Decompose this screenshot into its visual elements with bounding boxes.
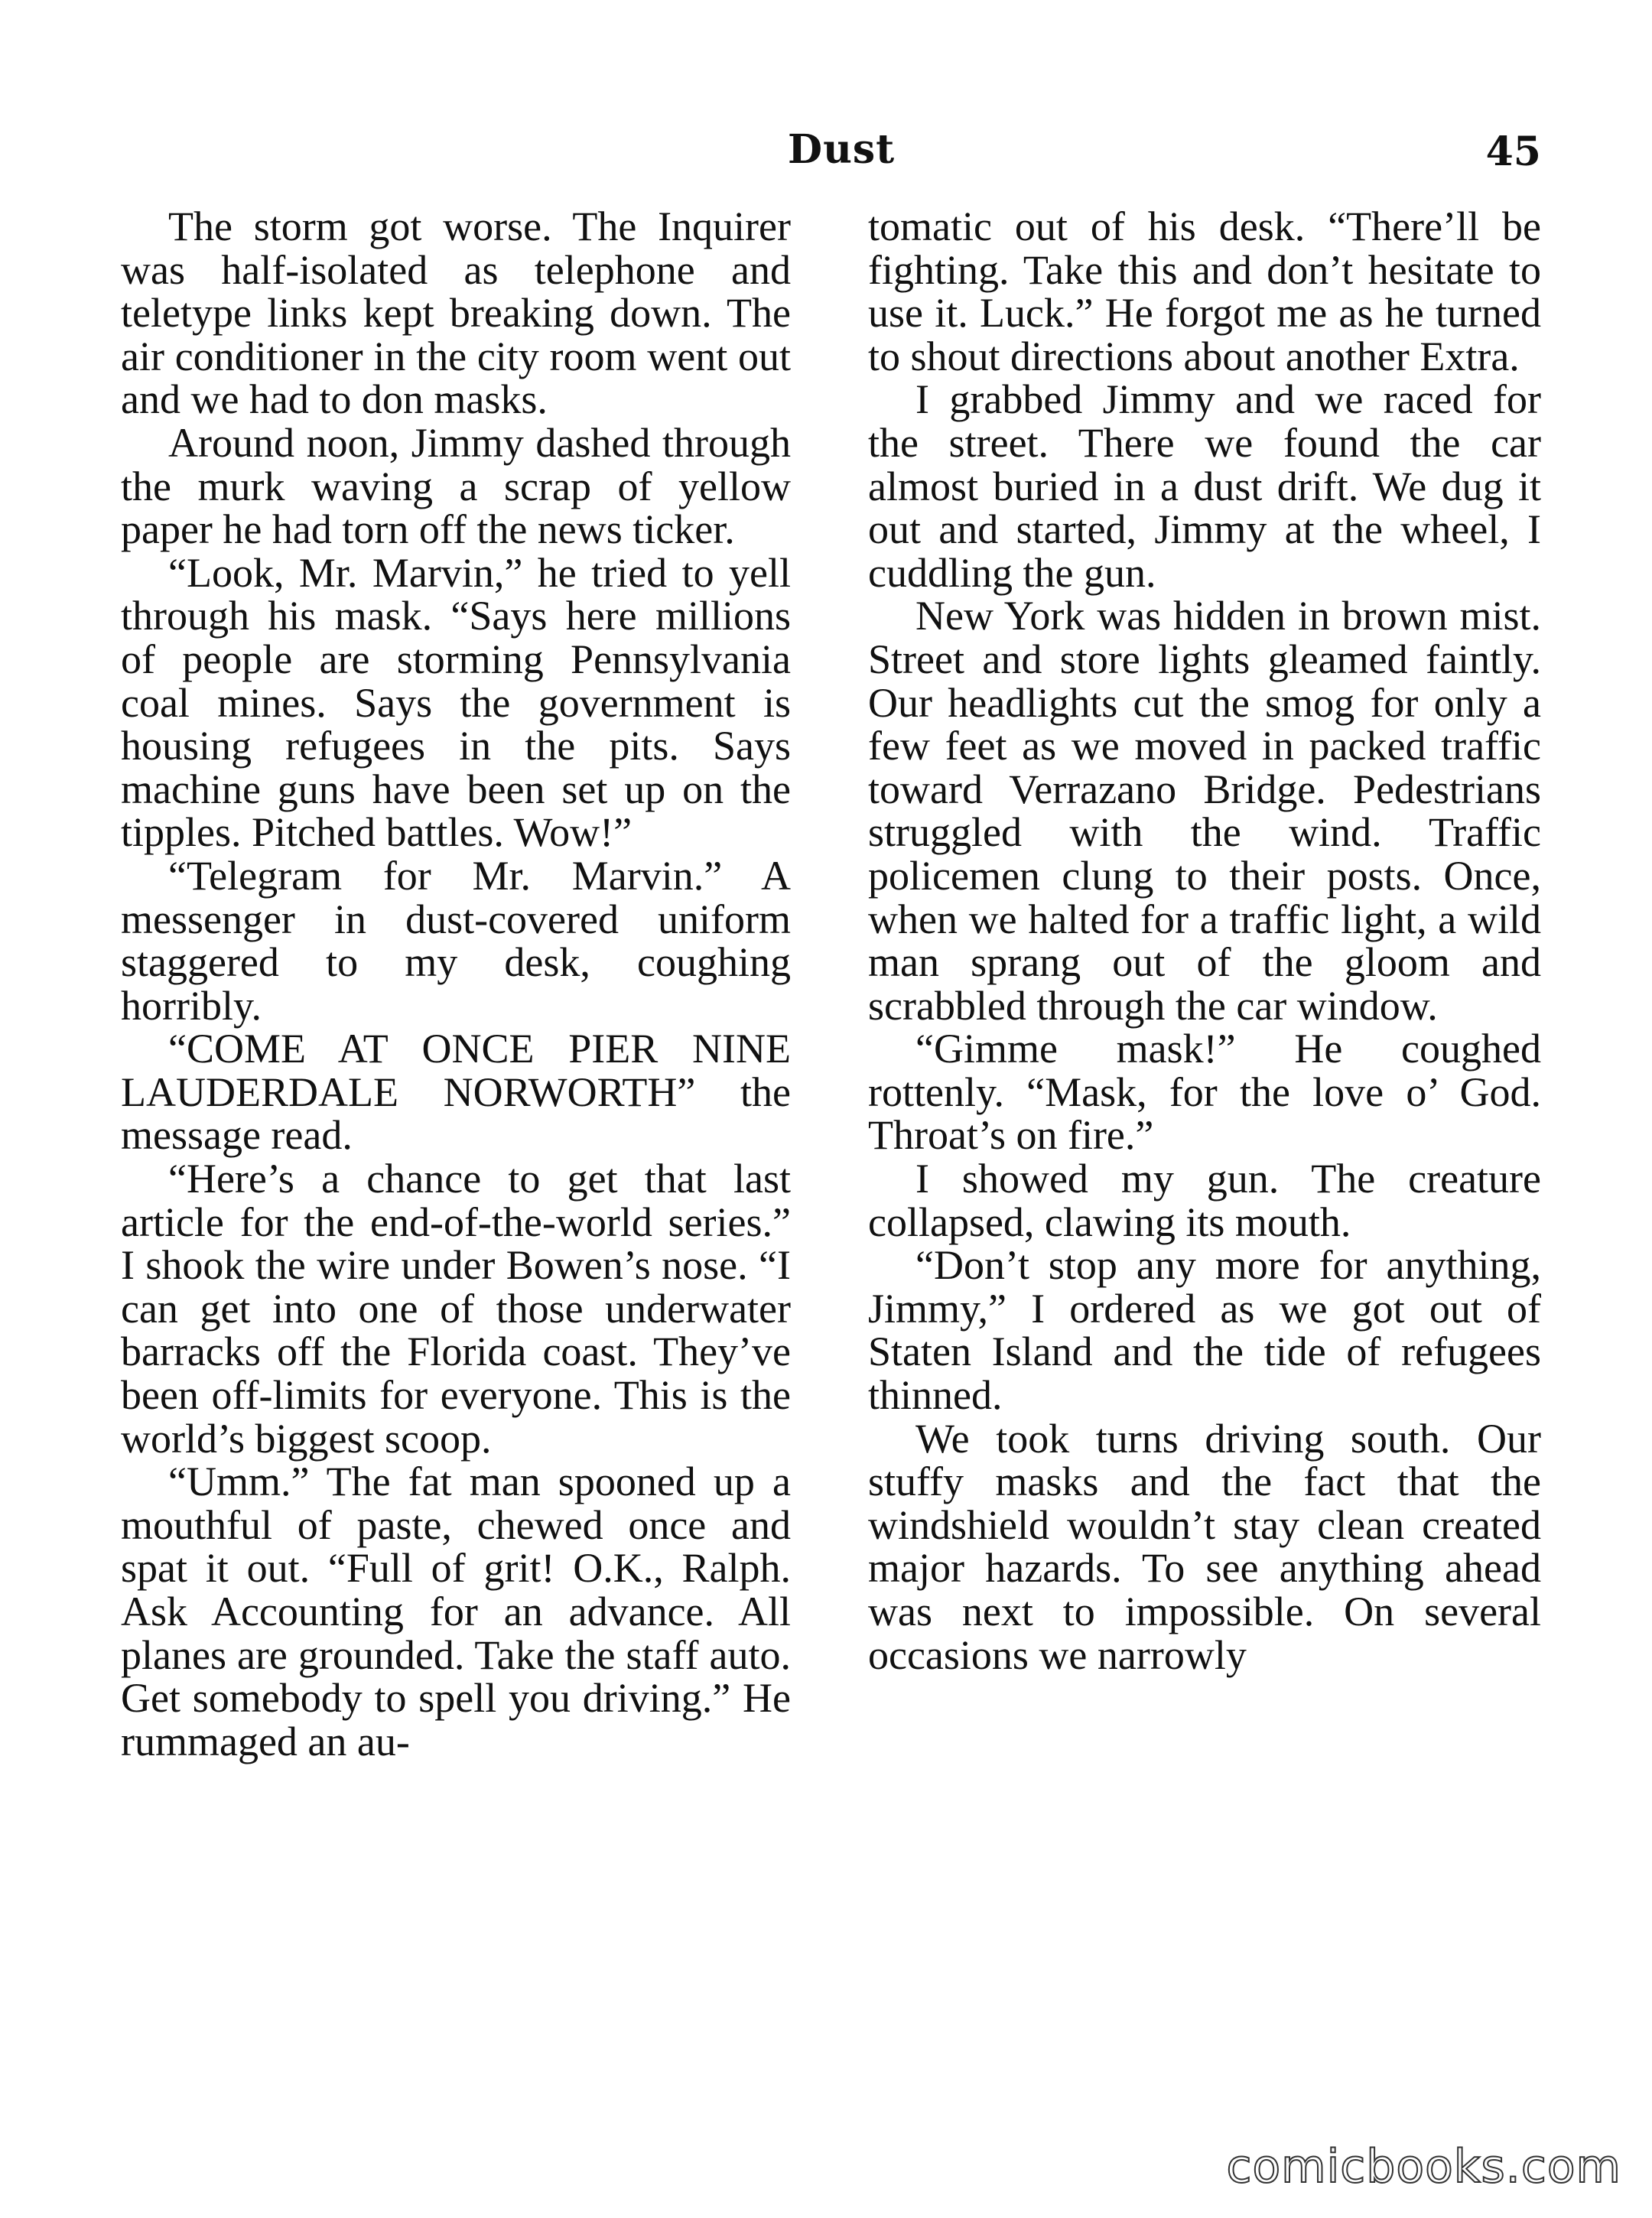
paragraph: “Don’t stop any more for anything, Jimmy,” I ordered as we got out of Staten Island and the tide of refugees thinned.: [868, 1242, 1541, 1419]
page-number: 45: [1485, 128, 1541, 175]
paragraph: “Look, Mr. Marvin,” he tried to yell through his mask. “Says here millions of people are storming Pennsylvania coal mines. Says the government is housing refugees in the pits. Says machine guns have been set up on the tipples. Pitched battles. Wow!”: [121, 549, 791, 856]
running-title: Dust: [788, 126, 896, 173]
paragraph-continued: tomatic out of his desk. “There’ll be fighting. Take this and don’t hesitate to use it. Luck.” He forgot me as he turned to shout directions about another Extra.: [868, 203, 1541, 379]
text-column-left: [121, 205, 791, 1763]
paragraph: The storm got worse. The Inquirer was half-isolated as telephone and teletype links kept breaking down. The air conditioner in the city room went out and we had to don masks.: [121, 203, 791, 423]
paragraph: “Here’s a chance to get that last article for the end-of-the-world series.” I shook the wire under Bowen’s nose. “I can get into one of those underwater barracks off the Florida coast. They’ve been off-limits for everyone. This is the world’s biggest scoop.: [121, 1156, 791, 1462]
paragraph: I showed my gun. The creature collapsed, clawing its mouth.: [868, 1156, 1541, 1245]
text-column-right: [868, 205, 1541, 1677]
paragraph: We took turns driving south. Our stuffy masks and the fact that the windshield wouldn’t stay clean created major hazards. To see anything ahead was next to impossible. On several occasions we narrowly: [868, 1415, 1541, 1678]
paragraph: “Umm.” The fat man spooned up a mouthful of paste, chewed once and spat it out. “Full of grit! O.K., Ralph. Ask Accounting for an advance. All planes are grounded. Take the staff auto. Get somebody to spell you driving.” He rummaged an au-: [121, 1459, 791, 1764]
paragraph: I grabbed Jimmy and we raced for the street. There we found the car almost buried in a dust drift. We dug it out and started, Jimmy at the wheel, I cuddling the gun.: [868, 376, 1541, 596]
paragraph: “Telegram for Mr. Marvin.” A messenger in dust-covered uniform staggered to my desk, coughing horribly.: [121, 852, 791, 1029]
paragraph: “Gimme mask!” He coughed rottenly. “Mask, for the love o’ God. Throat’s on fire.”: [868, 1026, 1541, 1159]
paragraph: New York was hidden in brown mist. Street and store lights gleamed faintly. Our headlights cut the smog for only a few feet as we moved in packed traffic toward Verrazano Bridge. Pedestrians struggled with the wind. Traffic policemen clung to their posts. Once, when we halted for a traffic light, a wild man sprang out of the gloom and scrabbled through the car window.: [868, 593, 1541, 1029]
watermark: comicbooks.com: [1226, 2140, 1621, 2194]
paragraph: Around noon, Jimmy dashed through the murk waving a scrap of yellow paper he had torn off the news ticker.: [121, 419, 791, 553]
paragraph: “COME AT ONCE PIER NINE LAUDERDALE NORWORTH” the message read.: [121, 1026, 791, 1159]
